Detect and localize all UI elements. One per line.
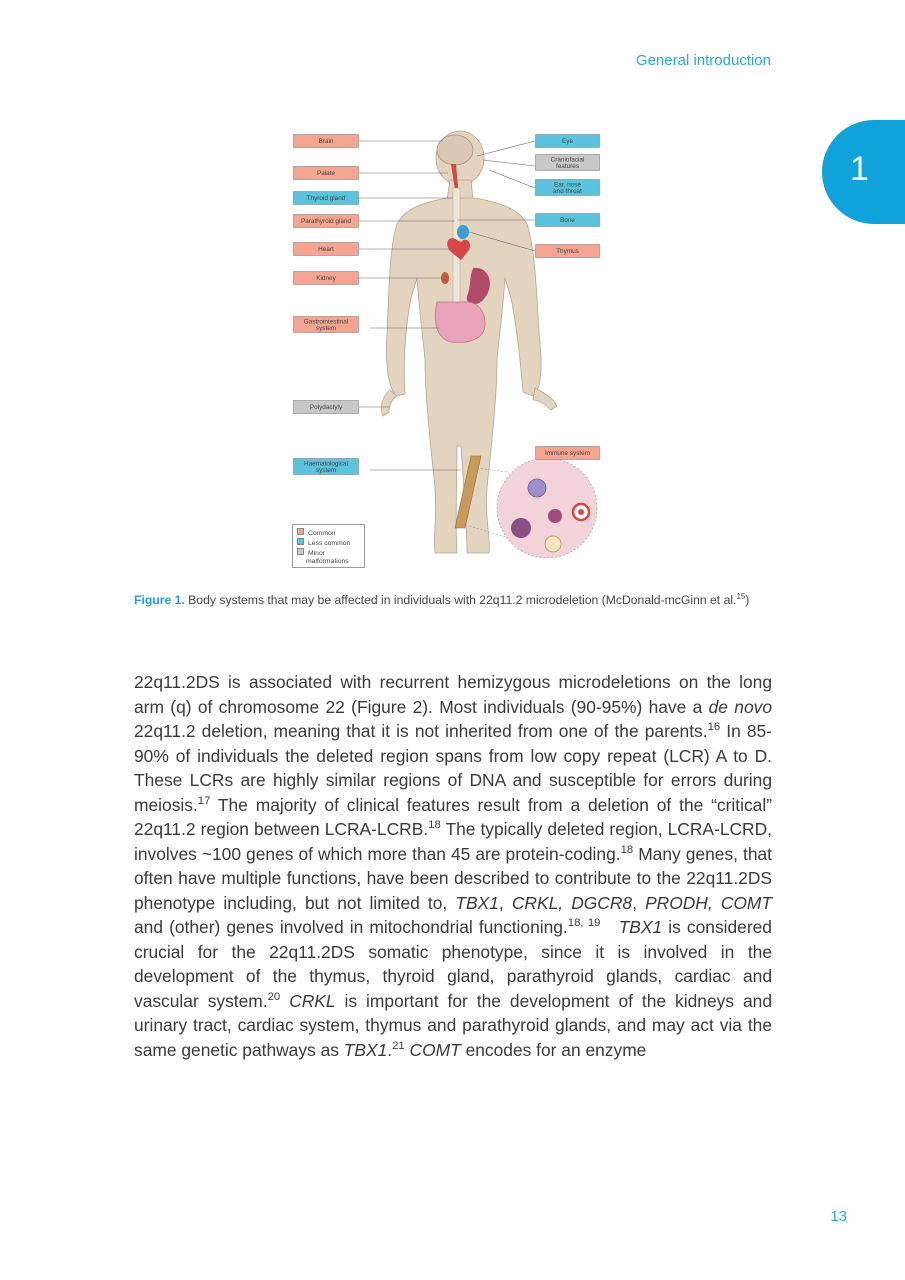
- page-number: 13: [830, 1208, 847, 1225]
- right-label-text-2: features: [555, 163, 580, 170]
- legend-common: [297, 528, 360, 538]
- thymus-illustration: [457, 225, 469, 239]
- chapter-number: 1: [850, 150, 869, 188]
- body-s6: Many genes, that often have multiple functions, have been described to contribute to the 22q11.2DS phenotype including, but not limited to,: [134, 843, 772, 913]
- caption-ref: 15: [736, 591, 746, 601]
- left-label-text: Gastrointestinal: [303, 318, 349, 326]
- left-label-text: Brain: [318, 138, 334, 145]
- figure-caption: [134, 592, 774, 609]
- right-label-text-2: and throat: [553, 188, 582, 195]
- left-label-5: [294, 272, 359, 285]
- running-header: General introduction: [635, 52, 771, 69]
- legend-swatch-minor: [297, 548, 304, 555]
- left-label-text: Polydactyly: [309, 404, 343, 411]
- right-label-text: Bone: [560, 217, 575, 224]
- brain-illustration: [437, 135, 473, 165]
- gene-crkl: CRKL: [289, 990, 336, 1011]
- body-systems-figure: [285, 128, 615, 578]
- legend-minor-2: [297, 558, 360, 566]
- left-label-text: Haematological: [303, 460, 349, 468]
- intestines-illustration: [435, 302, 485, 343]
- caption-end: ): [745, 593, 750, 607]
- right-label-5: [536, 447, 600, 460]
- body-s14: .: [387, 1039, 393, 1060]
- left-label-7: [294, 401, 359, 414]
- gene-prodh-comt: PRODH, COMT: [645, 892, 773, 913]
- body-s9: and (other) genes involved in mitochondrial functioning.: [134, 917, 568, 937]
- left-label-0: [294, 135, 359, 148]
- legend-minor: [297, 548, 360, 558]
- left-label-1: [294, 167, 359, 180]
- left-label-2: [294, 192, 359, 205]
- right-label-text: Immune system: [544, 450, 591, 457]
- right-label-text: Eye: [561, 138, 574, 145]
- legend-less-common-label: Less common: [308, 540, 351, 547]
- right-label-0: [536, 135, 600, 148]
- right-label-text: Ear, nose: [553, 181, 582, 189]
- legend-minor-label-2: malformations: [306, 558, 349, 565]
- body-s7: ,: [498, 892, 512, 913]
- body-s13: is important for the development of the kidneys and urinary tract, cardiac system, thymus and parathyroid glands, and may act via the same genetic pathways as: [134, 990, 773, 1060]
- body-s10: [600, 917, 618, 937]
- right-label-2: [536, 180, 600, 196]
- left-label-8: [294, 459, 359, 475]
- body-s1: 22q11.2DS is associated with recurrent hemizygous microdeletions on the long arm (q) of chromosome 22 (Figure 2). Most individuals (90-95%) have a: [134, 672, 772, 717]
- gene-tbx1-c: TBX1: [343, 1039, 388, 1060]
- legend-swatch-common: [297, 528, 304, 535]
- right-label-4: [536, 245, 600, 258]
- left-label-3: [294, 215, 359, 228]
- gene-tbx1-b: TBX1: [618, 917, 663, 937]
- left-label-text-2: system: [315, 325, 337, 332]
- chapter-tab: [822, 120, 905, 224]
- figure-legend: [292, 524, 365, 568]
- left-labels: [293, 134, 363, 494]
- left-label-4: [294, 243, 359, 256]
- gene-comt: COMT: [409, 1039, 461, 1060]
- left-label-text: Thyroid gland: [306, 195, 346, 202]
- right-label-text: Thymus: [556, 248, 579, 255]
- gene-tbx1: TBX1: [455, 892, 499, 913]
- left-label-text: Heart: [318, 246, 334, 253]
- right-labels: [535, 134, 601, 464]
- body-s4: The majority of clinical features result from a deletion of the “critical” 22q11.2 region between LCRA-LCRB.: [134, 794, 772, 839]
- left-label-text: Parathyroid gland: [300, 218, 352, 225]
- ref-18a: 18: [428, 819, 441, 832]
- left-label-text: Kidney: [316, 275, 336, 282]
- left-label-text: Palate: [316, 170, 336, 177]
- body-paragraph: [134, 670, 772, 1062]
- legend-swatch-less-common: [297, 538, 304, 545]
- body-s16: encodes for an enzyme: [460, 1039, 647, 1060]
- legend-minor-label-1: Minor: [308, 550, 325, 557]
- figure-label: Figure 1.: [134, 593, 185, 607]
- ref-16: 16: [707, 721, 721, 734]
- body-s2: 22q11.2 deletion, meaning that it is not inherited from one of the parents.: [134, 721, 708, 741]
- body-s3: In 85-90% of individuals the deleted region spans from low copy repeat (LCR) A to D. These LCRs are highly similar regions of DNA and susceptible for errors during meiosis.: [134, 721, 772, 815]
- right-label-text: Craniofacial: [550, 156, 585, 164]
- ref-18b: 18: [620, 843, 634, 856]
- left-label-text-2: system: [315, 467, 337, 474]
- ref-18-19: 18, 19: [567, 917, 601, 930]
- ref-20: 20: [267, 990, 281, 1003]
- legend-common-label: Common: [308, 530, 336, 537]
- right-label-3: [536, 214, 600, 227]
- ref-17: 17: [197, 794, 211, 807]
- body-s11: is considered crucial for the 22q11.2DS somatic phenotype, since it is involved in the development of the thymus, thyroid gland, parathyroid glands, cardiac and vascular system.: [134, 917, 772, 1011]
- body-s8: ,: [632, 892, 646, 913]
- body-s5: The typically deleted region, LCRA-LCRD, involves ~100 genes of which more than 45 are protein-coding.: [134, 819, 772, 864]
- gene-crkl-dgcr8: CRKL, DGCR8: [511, 892, 633, 913]
- left-label-6: [294, 317, 359, 333]
- kidney-illustration: [441, 272, 449, 284]
- caption-text: Body systems that may be affected in individuals with 22q11.2 microdeletion (McDonald-mcGinn et al.: [184, 593, 737, 607]
- body-s12: [280, 991, 289, 1011]
- body-de-novo: de novo: [708, 696, 772, 717]
- ref-21: 21: [392, 1039, 405, 1052]
- legend-less-common: [297, 538, 360, 548]
- right-label-1: [536, 155, 600, 171]
